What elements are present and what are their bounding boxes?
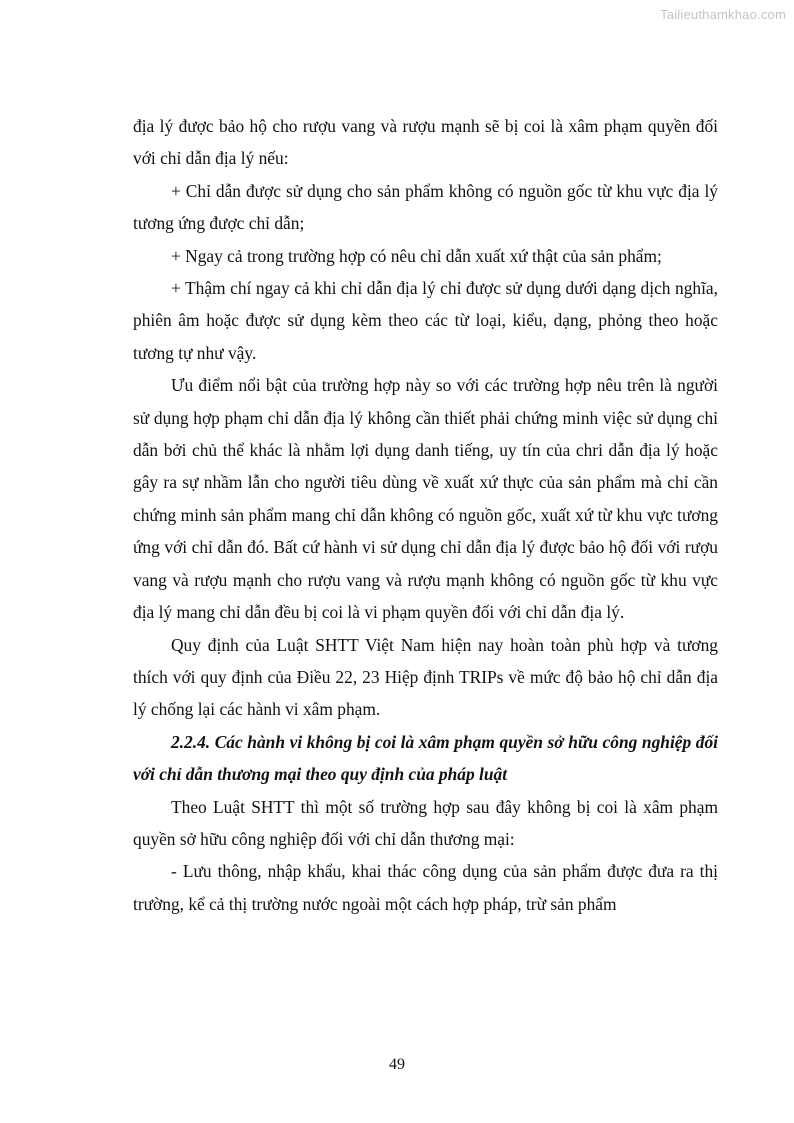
paragraph-condition-1: + Chỉ dẫn được sử dụng cho sản phẩm không có nguồn gốc từ khu vực địa lý tương ứng được chỉ dẫn; — [133, 180, 718, 234]
paragraph-condition-2: + Ngay cả trong trường hợp có nêu chỉ dẫn xuất xứ thật của sản phẩm; — [171, 245, 662, 266]
paragraph-compatibility: Quy định của Luật SHTT Việt Nam hiện nay hoàn toàn phù hợp và tương thích với quy định của Điều 22, 23 Hiệp định TRIPs về mức độ bảo hộ chỉ dẫn địa lý chống lại các hành vi xâm phạm. — [133, 634, 718, 720]
paragraph-condition-3: + Thậm chí ngay cả khi chỉ dẫn địa lý chỉ được sử dụng dưới dạng dịch nghĩa, phiên âm hoặc được sử dụng kèm theo các từ loại, kiểu, dạng, phỏng theo hoặc tương tự như vậy. — [133, 278, 718, 363]
page-number: 49 — [389, 1056, 405, 1073]
paragraph-continuation: địa lý được bảo hộ cho rượu vang và rượu mạnh sẽ bị coi là xâm phạm quyền đối với chỉ dẫn địa lý nếu: — [133, 116, 718, 169]
paragraph-advantage: Ưu điểm nổi bật của trường hợp này so với các trường hợp nêu trên là người sử dụng hợp phạm chỉ dẫn địa lý không cần thiết phải chứng minh việc sử dụng chỉ dẫn bởi chủ thể khác là nhằm lợi dụng danh tiếng, uy tín của chri dẫn địa lý hoặc gây ra sự nhầm lẫn cho người tiêu dùng về xuất xứ thực của sản phẩm mà chỉ cần chứng minh sản phẩm mang chỉ dẫn không có nguồn gốc, xuất xứ từ khu vực tương ứng với chỉ dẫn đó. Bất cứ hành vi sử dụng chỉ dẫn địa lý được bảo hộ đối với rượu vang và rượu mạnh cho rượu vang và rượu mạnh không có nguồn gốc từ khu vực địa lý mang chỉ dẫn đều bị coi là vi phạm quyền đối với chỉ dẫn địa lý. — [133, 375, 718, 623]
section-heading: 2.2.4. Các hành vi không bị coi là xâm phạm quyền sở hữu công nghiệp đối với chỉ dẫn thương mại theo quy định của pháp luật — [133, 731, 718, 785]
watermark-text: Tailieuthamkhao.com — [660, 7, 786, 22]
page-body — [133, 110, 718, 920]
paragraph-intro: Theo Luật SHTT thì một số trường hợp sau đây không bị coi là xâm phạm quyền sở hữu công nghiệp đối với chỉ dẫn thương mại: — [133, 796, 718, 849]
paragraph-list-item: - Lưu thông, nhập khẩu, khai thác công dụng của sản phẩm được đưa ra thị trường, kể cả thị trường nước ngoài một cách hợp pháp, trừ sản phẩm — [133, 861, 718, 914]
